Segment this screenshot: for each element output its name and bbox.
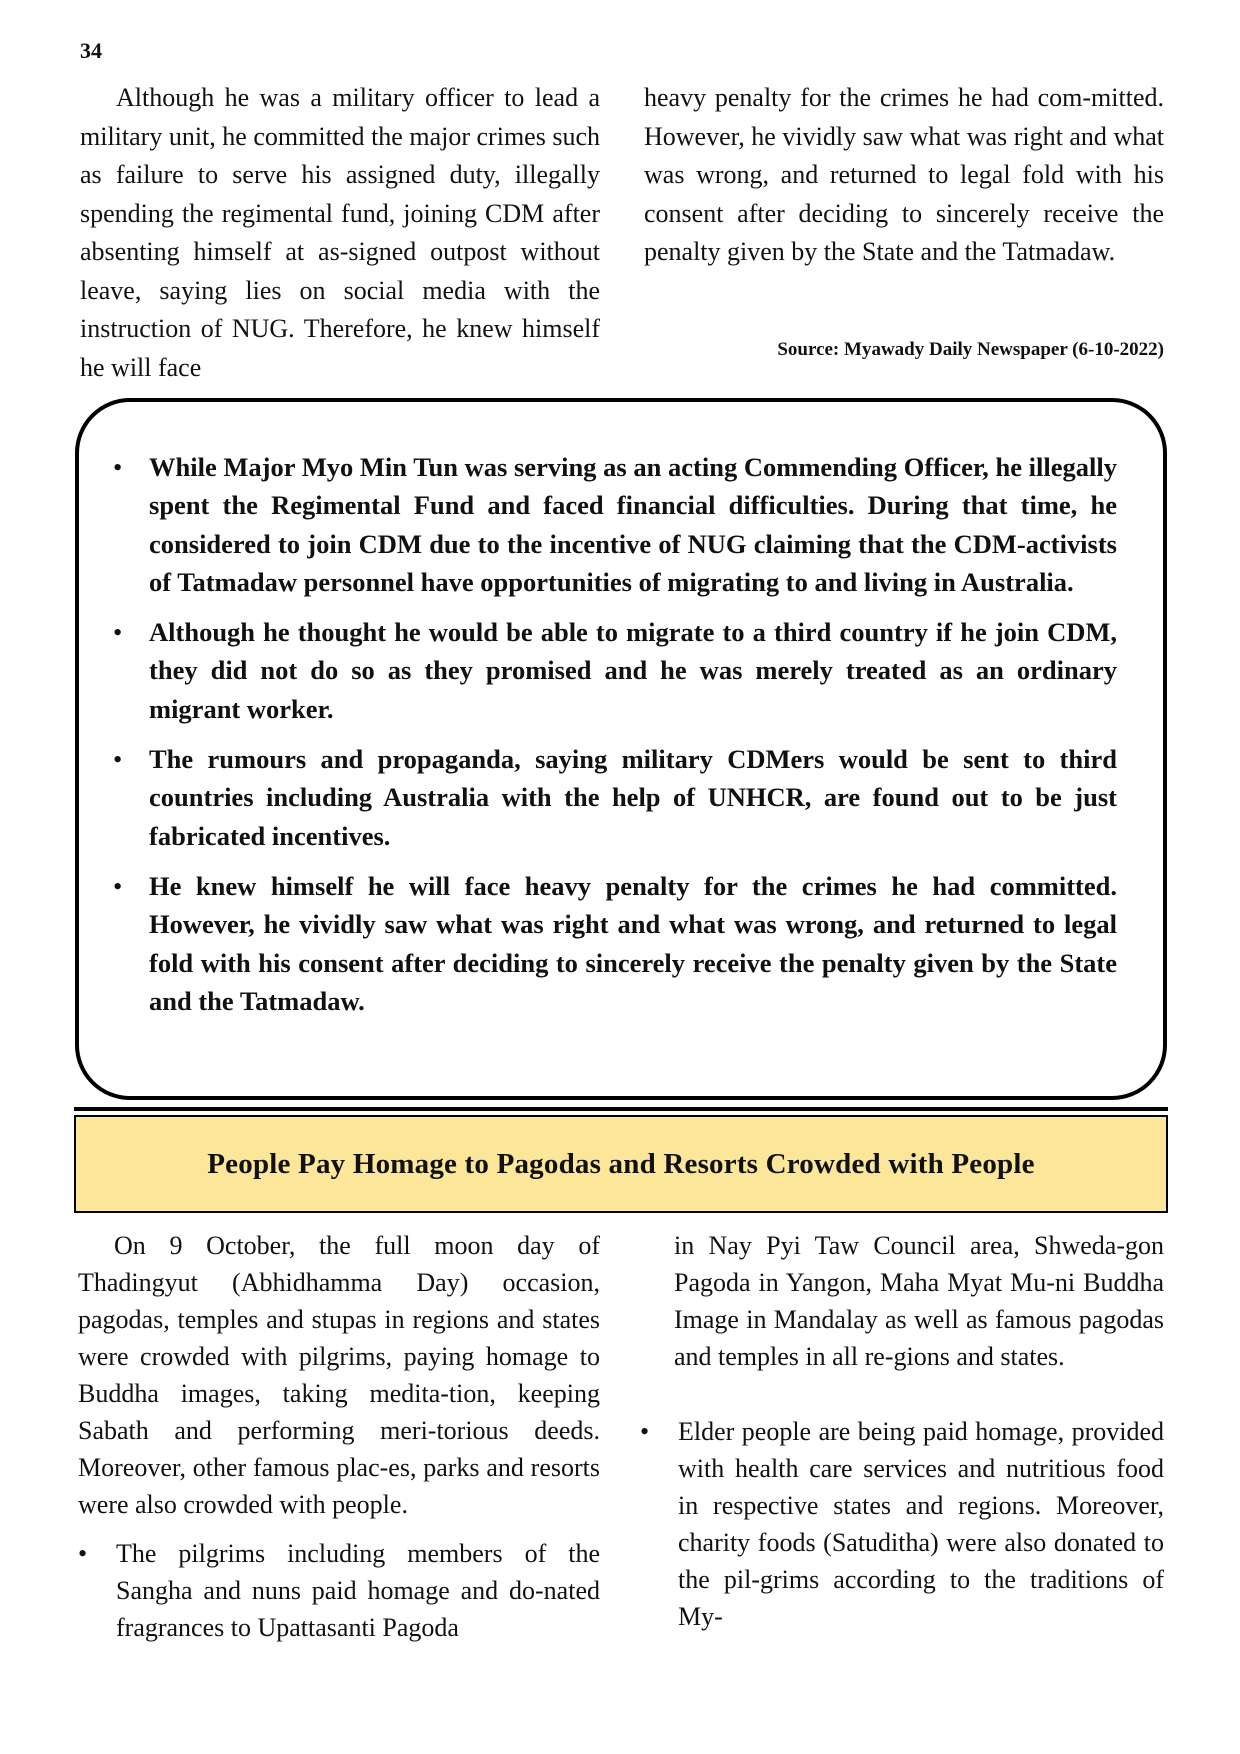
summary-list: [107, 448, 1117, 1032]
section-heading-box: [74, 1115, 1168, 1213]
bullet-icon: •: [78, 1539, 88, 1568]
section-heading: People Pay Homage to Pagodas and Resorts Crowded with People: [207, 1147, 1035, 1180]
bottom-left-paragraph: On 9 October, the full moon day of Thadingyut (Abhidhamma Day) occasion, pagodas, temples and stupas in regions and states were crowded with pilgrims, paying homage to Buddha images, taking medita-tion, keeping Sabath and performing meri-torious deeds. Moreover, other famous plac-es, parks and resorts were also crowded with people.: [78, 1231, 600, 1519]
divider-rule: [74, 1107, 1168, 1111]
summary-item: • The rumours and propaganda, saying military CDMers would be sent to third countries including Australia with the help of UNHCR, are found out to be just fabricated incentives.: [107, 740, 1117, 855]
summary-item: • While Major Myo Min Tun was serving as an acting Commending Officer, he illegally spent the Regimental Fund and faced financial difficulties. During that time, he considered to join CDM due to the incentive of NUG claiming that the CDM-activists of Tatmadaw personnel have opportunities of migrating to and living in Australia.: [107, 448, 1117, 601]
summary-item: • Although he thought he would be able to migrate to a third country if he join CDM, they did not do so as they promised and he was merely treated as an ordinary migrant worker.: [107, 613, 1117, 728]
summary-item: • He knew himself he will face heavy penalty for the crimes he had committed. However, he vividly saw what was right and what was wrong, and returned to legal fold with his consent after deciding to sincerely receive the penalty given by the State and the Tatmadaw.: [107, 867, 1117, 1020]
page-number: 34: [80, 38, 102, 63]
summary-box: [75, 398, 1167, 1100]
source-citation: Source: Myawady Daily Newspaper (6-10-2022): [777, 339, 1164, 360]
bottom-right-continuation: in Nay Pyi Taw Council area, Shweda-gon Pagoda in Yangon, Maha Myat Mu-ni Buddha Image in Mandalay as well as famous pagodas and temples in all re-gions and states.: [674, 1231, 1164, 1371]
top-left-paragraph: Although he was a military officer to lead a military unit, he committed the major crimes such as failure to serve his assigned duty, illegally spending the regimental fund, joining CDM after absenting himself at as-signed outpost without leave, saying lies on social media with the instruction of NUG. Therefore, he knew himself he will face: [80, 83, 600, 382]
bottom-right-column: [640, 1227, 1164, 1635]
bullet-icon: •: [113, 452, 123, 482]
bullet-icon: •: [113, 617, 123, 648]
top-right-paragraph: heavy penalty for the crimes he had com-mitted. However, he vividly saw what was right and what was wrong, and returned to legal fold with his consent after deciding to sincerely receive the penalty given by the State and the Tatmadaw.: [644, 83, 1164, 266]
bottom-left-column: [78, 1227, 600, 1646]
bottom-left-bullet-item: • The pilgrims including members of the Sangha and nuns paid homage and do-nated fragrances to Upattasanti Pagoda: [78, 1535, 600, 1646]
bullet-icon: •: [640, 1417, 650, 1446]
bullet-icon: •: [113, 744, 123, 775]
bullet-icon: •: [113, 870, 123, 901]
top-right-column: [644, 79, 1164, 272]
bottom-right-bullet-item: • Elder people are being paid homage, provided with health care services and nutritious food in respective states and regions. Moreover, charity foods (Satuditha) were also donated to the pil-grims according to the traditions of My-: [640, 1413, 1164, 1635]
top-left-column: [80, 79, 600, 387]
